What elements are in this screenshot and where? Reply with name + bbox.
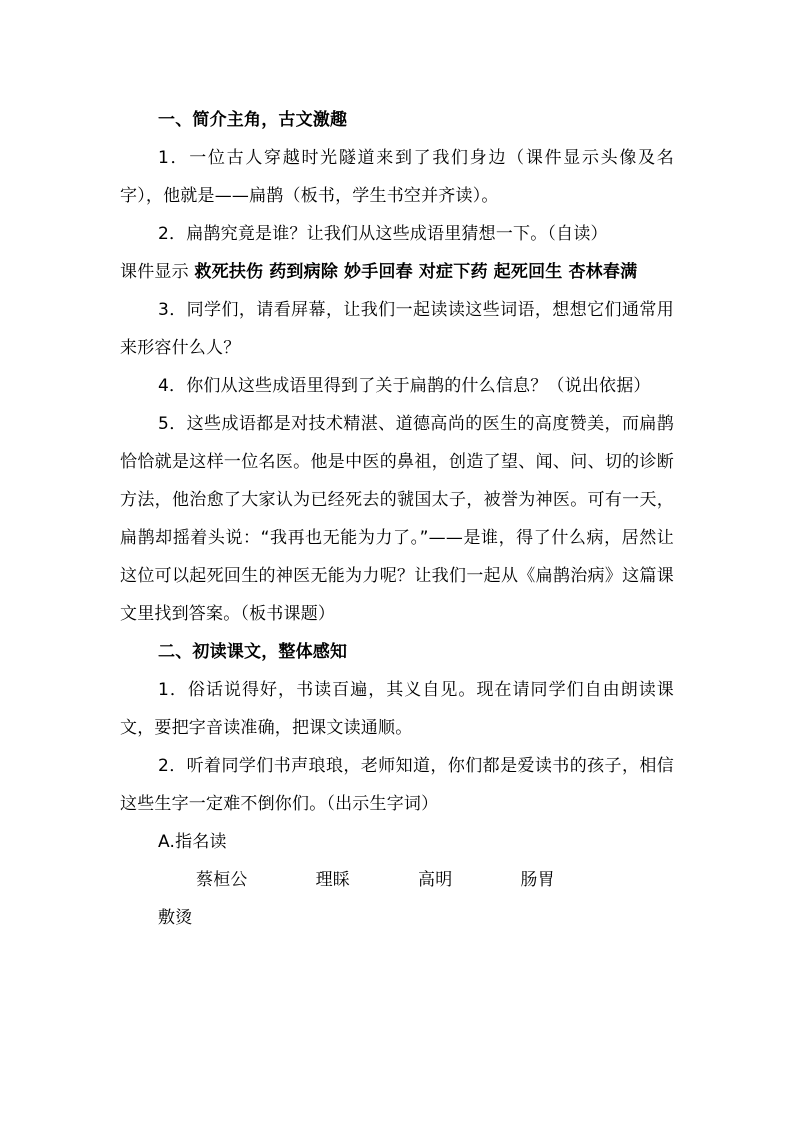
- courseware-label: 课件显示: [120, 262, 189, 282]
- paragraph-1-1: 1．一位古人穿越时光隧道来到了我们身边（课件显示头像及名字），他就是——扁鹊（板书，学生书空并齐读）。: [120, 148, 674, 206]
- idiom: 救死扶伤: [194, 262, 264, 282]
- vocab-word: 理睬: [315, 870, 351, 890]
- paragraph-1-3: 3．同学们，请看屏幕，让我们一起读读这些词语，想想它们通常用来形容什么人？: [120, 300, 674, 358]
- section-heading-2: 二、初读课文，整体感知: [158, 642, 348, 662]
- idiom: 妙手回春: [344, 262, 413, 282]
- idiom: 对症下药: [418, 262, 488, 282]
- courseware-idioms-line: [120, 253, 674, 291]
- idiom: 药到病除: [269, 262, 339, 282]
- paragraph-1-4: 4．你们从这些成语里得到了关于扁鹊的什么信息？（说出依据）: [158, 376, 651, 396]
- section-heading-1: 一、简介主角，古文激趣: [158, 110, 348, 130]
- vocabulary-words: [120, 861, 674, 937]
- vocab-word: 蔡桓公: [196, 870, 248, 890]
- paragraph-1-2: 2．扁鹊究竟是谁？让我们从这些成语里猜想一下。（自读）: [158, 224, 608, 244]
- paragraph-2-1: 1．俗话说得好，书读百遍，其义自见。现在请同学们自由朗读课文，要把字音读准确，把课文读通顺。: [120, 680, 674, 738]
- idiom: 起死回生: [493, 262, 563, 282]
- subheading-read-aloud: A.指名读: [158, 832, 227, 852]
- idiom: 杏林春满: [568, 262, 638, 282]
- vocab-word: 肠胃: [520, 870, 555, 890]
- paragraph-1-5: 5．这些成语都是对技术精湛、道德高尚的医生的高度赞美，而扁鹊恰恰就是这样一位名医。他是中医的鼻祖，创造了望、闻、问、切的诊断方法，他治愈了大家认为已经死去的虢国太子，被誉为神医。可有一天，扁鹊却摇着头说：“我再也无能为力了。”——是谁，得了什么病，居然让这位可以起死回生的神医无能为力呢？让我们一起从《扁鹊治病》这篇课文里找到答案。（板书课题）: [120, 414, 674, 624]
- vocab-word: 高明: [418, 870, 453, 890]
- paragraph-2-2: 2．听着同学们书声琅琅，老师知道，你们都是爱读书的孩子，相信这些生字一定难不倒你们。（出示生字词）: [120, 756, 674, 814]
- vocab-word: 敷烫: [158, 908, 193, 928]
